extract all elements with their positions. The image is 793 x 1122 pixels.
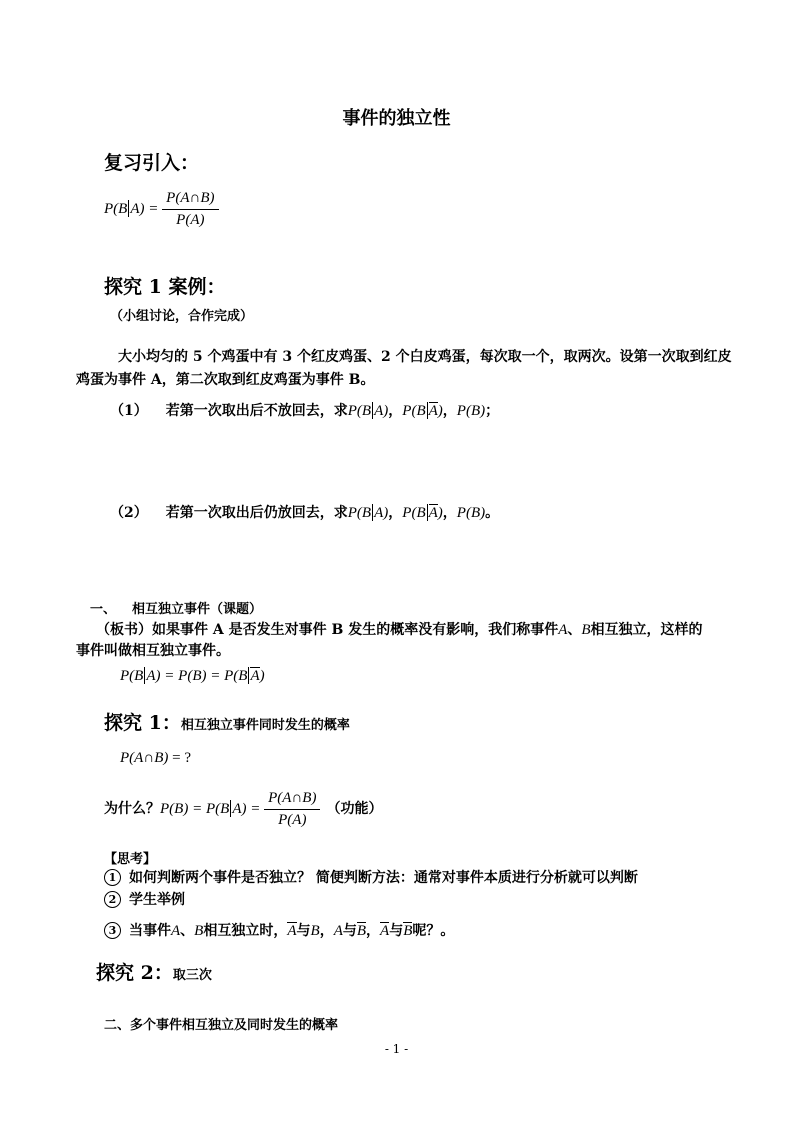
explore2-text: 取三次 (172, 968, 212, 983)
explore-a-heading: 探究 1： (104, 712, 181, 734)
definition-line-2: 事件叫做相互独立事件。 (76, 643, 230, 659)
think-item-2: 2 学生举例 (104, 889, 185, 909)
section1-number: 一、 (90, 602, 117, 617)
intersection-question-formula: P(A∩B) = ? (120, 750, 191, 766)
section2-title: 二、多个事件相互独立及同时发生的概率 (104, 1018, 339, 1033)
section1-title: 相互独立事件（课题） (132, 602, 263, 617)
think-heading: 【思考】 (104, 852, 157, 867)
review-heading: 复习引入： (104, 152, 200, 174)
explore2-heading: 探究 2： (96, 962, 173, 984)
think-item-3: 3 当事件A、B相互独立时，A与B，A与B，A与B呢？。 (104, 920, 454, 940)
explore2-line (96, 958, 212, 985)
page-number: - 1 - (384, 1042, 409, 1056)
problem-line-1: 大小均匀的 5 个鸡蛋中有 3 个红皮鸡蛋、2 个白皮鸡蛋，每次取一个，取两次。设第一次取到红皮 (118, 349, 732, 365)
explore1-note: （小组讨论，合作完成） (110, 309, 254, 324)
why-line: 为什么？P(B) = P(B A) = $\frac{P(A\cap B)}{P(A)}$ （功能） (104, 790, 383, 828)
question-2: （2） 若第一次取出后仍放回去，求P(B A)，P(B A)，P(B)。 (110, 505, 500, 521)
independence-formula: P(B A) = P(B) = P(B A) (120, 668, 265, 684)
think-item-1: 1 如何判断两个事件是否独立？ 简便判断方法：通常对事件本质进行分析就可以判断 (104, 867, 638, 887)
question-1: （1） 若第一次取出后不放回去，求P(B A)，P(B A)，P(B)； (110, 403, 500, 419)
page-title: 事件的独立性 (342, 108, 451, 129)
problem-line-2: 鸡蛋为事件 A，第二次取到红皮鸡蛋为事件 B。 (76, 372, 375, 388)
conditional-probability-formula: P(B A) = $\frac{P(A\cap B)}{P(A)}$ (104, 190, 219, 229)
explore1-heading: 探究 1 案例： (104, 276, 226, 298)
explore-a-subtitle: 相互独立事件同时发生的概率 (180, 718, 350, 733)
definition-line-1: （板书）如果事件 A 是否发生对事件 B 发生的概率没有影响，我们称事件A、B相互独立，这样的 (96, 622, 703, 638)
explore-a-heading-line (104, 708, 350, 735)
